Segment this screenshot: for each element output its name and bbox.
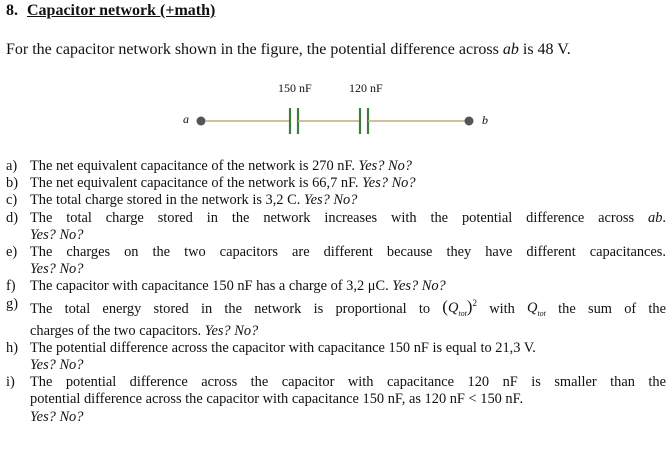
intro-text-start: For the capacitor network shown in the figure, the potential difference across (6, 41, 503, 58)
yes-no-prompt: Yes? No? (30, 408, 84, 425)
intro-variable-ab: ab (502, 41, 519, 58)
yes-no-prompt: Yes? No? (30, 356, 84, 373)
statement-c (4, 192, 666, 209)
cap2-label: 120 nF (349, 81, 383, 95)
statement-label: d) (6, 209, 18, 226)
total-charge-symbol: $Q_{tot}$ (527, 300, 546, 319)
statement-text: The potential difference across the capacitor with capacitance 120 nF is smaller than the (30, 374, 666, 391)
yes-no-prompt: Yes? No? (30, 261, 84, 278)
statement-label: e) (6, 244, 18, 261)
statement-f (4, 278, 666, 295)
yes-no-prompt: Yes? No? (362, 175, 416, 192)
statement-a (4, 158, 666, 175)
statement-d: d) The total charge stored in the network increases with the potential difference across ab. Yes? No? (6, 209, 666, 243)
statement-h (4, 340, 666, 374)
problem-title: Capacitor network (+math) (27, 2, 216, 19)
statement-label: h) (6, 339, 18, 356)
statement-label: i) (6, 374, 15, 391)
yes-no-prompt: Yes? No? (30, 226, 84, 243)
problem-intro (6, 41, 571, 59)
statement-list (4, 158, 666, 426)
statement-label: c) (6, 192, 18, 209)
statement-text: The capacitor with capacitance 150 nF has a charge of 3,2 μC. (30, 278, 393, 295)
statement-variable-ab: ab (648, 209, 663, 226)
node-b-terminal (465, 117, 474, 126)
statement-text: The net equivalent capacitance of the network is 270 nF. (30, 158, 359, 174)
node-a-label: a (183, 112, 189, 126)
statement-text: The charges on the two capacitors are different because they have different capacitances. (30, 244, 666, 261)
statement-b (4, 175, 666, 192)
statement-text: The total charge stored in the network increases with the potential difference across (30, 209, 648, 226)
statement-text: The net equivalent capacitance of the network is 66,7 nF. (30, 175, 363, 192)
statement-text: The total energy stored in the network is proportional to (30, 300, 443, 317)
capacitor-network-diagram (180, 78, 500, 144)
cap1-label: 150 nF (278, 81, 312, 95)
statement-label: b) (6, 175, 18, 192)
node-b-label: b (482, 113, 488, 127)
statement-g: g) The total energy stored in the network is proportional to $(Q_{tot})^2$ with $Q_{tot}$ the sum of the charges of the two capacitors. Yes? No? (6, 295, 667, 339)
yes-no-prompt: Yes? No? (204, 322, 259, 339)
statement-text-continued: potential difference across the capacitor with capacitance 150 nF, as 120 nF < 150 nF. (30, 391, 524, 408)
problem-number: 8. (6, 2, 18, 19)
intro-text-end: is 48 V. (518, 41, 571, 58)
statement-text: The potential difference across the capacitor with capacitance 150 nF is equal to 21,3 V. (30, 339, 536, 356)
problem-heading (6, 2, 215, 20)
yes-no-prompt: Yes? No? (303, 192, 358, 209)
statement-text: The total charge stored in the network is 3,2 C. (30, 192, 304, 209)
statement-i (4, 374, 666, 426)
yes-no-prompt: Yes? No? (392, 278, 446, 295)
statement-label: a) (6, 158, 18, 174)
yes-no-prompt: Yes? No? (358, 158, 412, 174)
node-a-terminal (197, 117, 206, 126)
statement-label: f) (6, 278, 16, 295)
statement-label: g) (6, 295, 18, 312)
statement-e (4, 244, 666, 278)
statement-text-continued: charges of the two capacitors. (30, 322, 205, 339)
total-charge-squared: $(Q_{tot})^2$ (442, 297, 477, 319)
